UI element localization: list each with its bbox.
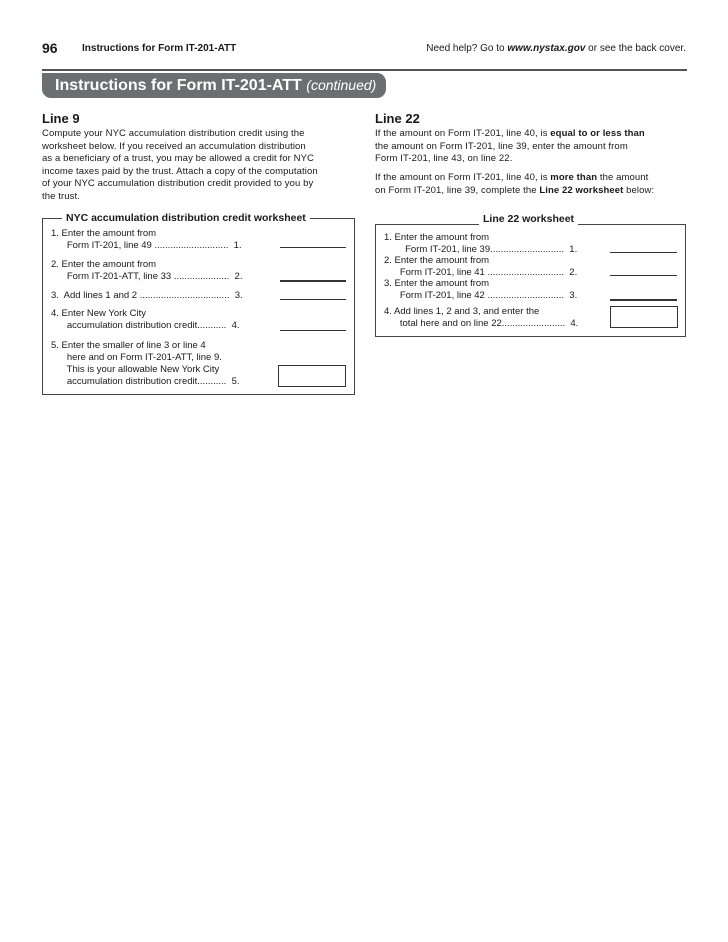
line-text: 3. Enter the amount from	[384, 278, 490, 289]
line-text: 1. Enter the amount from	[51, 228, 157, 239]
line9-para-line: Compute your NYC accumulation distribution credit using the	[42, 128, 305, 139]
line-text: Form IT-201, line 49 ............................ 1.	[51, 240, 242, 251]
line-text: 4. Add lines 1, 2 and 3, and enter the	[384, 306, 540, 317]
section-banner	[42, 73, 386, 98]
nyc-line-5-answer-box[interactable]	[278, 365, 346, 387]
line9-para-line: worksheet below. If you received an accumulation distribution	[42, 140, 306, 152]
running-title: Instructions for Form IT-201-ATT	[82, 43, 237, 54]
line9-heading: Line 9	[42, 111, 80, 126]
line-text: accumulation distribution credit........... 5.	[51, 376, 240, 387]
text-run-bold: more than	[550, 172, 598, 183]
nyc-line-3-input[interactable]	[280, 299, 346, 300]
line22-worksheet-title: Line 22 worksheet	[479, 213, 578, 225]
line22-p2-line1	[375, 172, 690, 185]
line22-paragraph-2	[375, 172, 690, 197]
line22-line-2-input[interactable]	[610, 275, 677, 276]
line22-worksheet-line-1	[384, 232, 577, 256]
line-text: 5. Enter the smaller of line 3 or line 4	[51, 340, 206, 351]
line-text: Form IT-201, line 41 ............................. 2.	[384, 267, 578, 278]
nyc-worksheet-line-5	[51, 340, 240, 388]
nyc-worksheet-line-3	[51, 290, 243, 302]
line-text: 1. Enter the amount from	[384, 232, 490, 243]
line22-paragraph-1	[375, 128, 690, 166]
line-text: Form IT-201-ATT, line 33 ..................... 2.	[51, 271, 243, 282]
line-text: 3. Add lines 1 and 2 .................................. 3.	[51, 290, 243, 301]
line-text: accumulation distribution credit........... 4.	[51, 320, 240, 331]
line9-paragraph	[42, 128, 362, 203]
line-text: Form IT-201, line 39............................ 1.	[384, 244, 578, 255]
help-prefix: Need help? Go to	[426, 43, 508, 54]
line22-p2-line2	[375, 185, 690, 198]
line9-para-line: the trust.	[42, 190, 80, 202]
line-text: Form IT-201, line 42 ............................. 3.	[384, 290, 578, 301]
text-run: on Form IT-201, line 39, complete the	[375, 184, 540, 196]
line-text: here and on Form IT-201-ATT, line 9.	[51, 352, 222, 363]
nyc-worksheet-line-1	[51, 228, 242, 252]
page-number: 96	[42, 40, 58, 56]
text-run-bold: Line 22 worksheet	[539, 184, 624, 196]
line-text: total here and on line 22........................ 4.	[384, 318, 579, 329]
text-run: If the amount on Form IT-201, line 40, is	[375, 172, 551, 183]
line22-p1-line1	[375, 128, 690, 141]
nyc-line-4-input[interactable]	[280, 330, 346, 331]
text-run: If the amount on Form IT-201, line 40, is	[375, 128, 551, 139]
text-run: below:	[623, 184, 655, 196]
line22-worksheet-line-4	[384, 306, 578, 330]
help-line	[426, 43, 686, 54]
line22-p1-line2: the amount on Form IT-201, line 39, enter the amount from	[375, 140, 628, 152]
help-url-link[interactable]: www.nystax.gov	[507, 43, 586, 54]
line22-worksheet-line-2	[384, 255, 577, 279]
nyc-worksheet-title: NYC accumulation distribution credit worksheet	[62, 212, 310, 224]
nyc-line-1-input[interactable]	[280, 247, 346, 248]
line22-worksheet-line-3	[384, 278, 577, 302]
nyc-worksheet-line-4	[51, 308, 240, 332]
line-text: 2. Enter the amount from	[384, 255, 490, 266]
header-rule	[42, 69, 687, 71]
line22-line-3-input[interactable]	[610, 299, 677, 301]
line22-line-1-input[interactable]	[610, 252, 677, 253]
text-run: the amount	[597, 172, 649, 183]
line22-line-4-answer-box[interactable]	[610, 306, 678, 328]
help-suffix: or see the back cover.	[585, 43, 686, 54]
line22-heading: Line 22	[375, 111, 420, 126]
line9-para-line: as a beneficiary of a trust, you may be allowed a credit for NYC	[42, 153, 314, 164]
line22-p1-line3: Form IT-201, line 43, on line 22.	[375, 153, 513, 164]
nyc-line-2-input[interactable]	[280, 280, 346, 282]
nyc-worksheet-line-2	[51, 259, 242, 283]
line-text: 4. Enter New York City	[51, 308, 147, 319]
line9-para-line: of your NYC accumulation distribution credit provided to you by	[42, 178, 314, 189]
line-text: This is your allowable New York City	[51, 364, 220, 375]
text-run-bold: equal to or less than	[550, 128, 645, 139]
line-text: 2. Enter the amount from	[51, 259, 157, 270]
banner-continued: (continued)	[306, 77, 377, 93]
line9-para-line: income taxes paid by the trust. Attach a copy of the computation	[42, 165, 318, 177]
banner-title: Instructions for Form IT-201-ATT	[55, 77, 302, 94]
